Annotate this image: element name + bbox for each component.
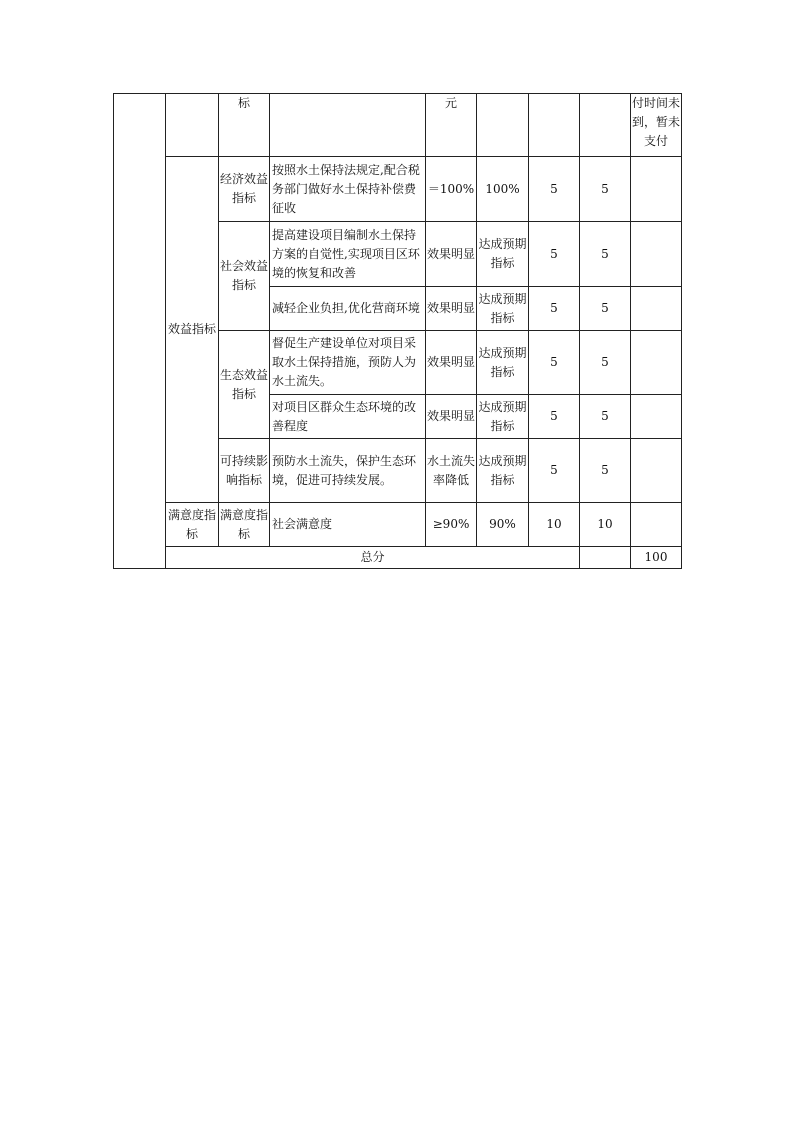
- target-cell: ＝100%: [426, 157, 477, 222]
- weight-cell: 5: [529, 331, 580, 395]
- description-cell: 社会满意度: [270, 503, 426, 547]
- description-cell: 按照水土保持法规定,配合税务部门做好水土保持补偿费征收: [270, 157, 426, 222]
- score-cell: 5: [580, 157, 631, 222]
- note-cell: [631, 503, 682, 547]
- cell-indicator-tail: 标: [219, 94, 270, 157]
- weight-cell: 5: [529, 222, 580, 287]
- table-row-satisfaction: [114, 503, 682, 547]
- table-row-total: [114, 547, 682, 569]
- note-cell: [631, 439, 682, 503]
- score-cell: 5: [580, 395, 631, 439]
- category-cell: 生态效益指标: [219, 331, 270, 439]
- weight-cell: 10: [529, 503, 580, 547]
- table-row: [114, 157, 682, 222]
- cell-blank: [580, 547, 631, 569]
- target-cell: 效果明显: [426, 331, 477, 395]
- total-weight-cell: 100: [631, 547, 682, 569]
- target-cell: ≥90%: [426, 503, 477, 547]
- description-cell: 减轻企业负担,优化营商环境: [270, 287, 426, 331]
- cell-blank: [270, 94, 426, 157]
- target-cell: 效果明显: [426, 222, 477, 287]
- cell-blank: [580, 94, 631, 157]
- target-cell: 水土流失率降低: [426, 439, 477, 503]
- note-cell: [631, 287, 682, 331]
- cell-note-tail: 付时间未到，暂未支付: [631, 94, 682, 157]
- score-cell: 5: [580, 222, 631, 287]
- weight-cell: 5: [529, 439, 580, 503]
- cell-blank: [529, 94, 580, 157]
- score-cell: 5: [580, 439, 631, 503]
- target-cell: 效果明显: [426, 287, 477, 331]
- score-cell: 10: [580, 503, 631, 547]
- description-cell: 督促生产建设单位对项目采取水土保持措施，预防人为水土流失。: [270, 331, 426, 395]
- actual-cell: 达成预期指标: [477, 331, 529, 395]
- weight-cell: 5: [529, 395, 580, 439]
- description-cell: 对项目区群众生态环境的改善程度: [270, 395, 426, 439]
- benefit-group-cell: 效益指标: [166, 157, 219, 503]
- category-cell: 可持续影响指标: [219, 439, 270, 503]
- weight-cell: 5: [529, 157, 580, 222]
- satisfaction-group-cell: 满意度指标: [166, 503, 219, 547]
- category-cell: 社会效益指标: [219, 222, 270, 331]
- cell-blank: [166, 94, 219, 157]
- weight-cell: 5: [529, 287, 580, 331]
- note-cell: [631, 331, 682, 395]
- actual-cell: 达成预期指标: [477, 222, 529, 287]
- cell-blank: [477, 94, 529, 157]
- performance-evaluation-table: [113, 93, 682, 569]
- cell-unit-tail: 元: [426, 94, 477, 157]
- note-cell: [631, 222, 682, 287]
- actual-cell: 90%: [477, 503, 529, 547]
- target-cell: 效果明显: [426, 395, 477, 439]
- description-cell: 提高建设项目编制水土保持方案的自觉性,实现项目区环境的恢复和改善: [270, 222, 426, 287]
- score-cell: 5: [580, 331, 631, 395]
- actual-cell: 达成预期指标: [477, 395, 529, 439]
- actual-cell: 100%: [477, 157, 529, 222]
- table-row-continued: [114, 94, 682, 157]
- total-label-cell: 总分: [166, 547, 580, 569]
- actual-cell: 达成预期指标: [477, 287, 529, 331]
- merged-first-column-cell: [114, 94, 166, 569]
- description-cell: 预防水土流失，保护生态环境，促进可持续发展。: [270, 439, 426, 503]
- category-cell: 经济效益指标: [219, 157, 270, 222]
- score-cell: 5: [580, 287, 631, 331]
- note-cell: [631, 157, 682, 222]
- note-cell: [631, 395, 682, 439]
- actual-cell: 达成预期指标: [477, 439, 529, 503]
- category-cell: 满意度指标: [219, 503, 270, 547]
